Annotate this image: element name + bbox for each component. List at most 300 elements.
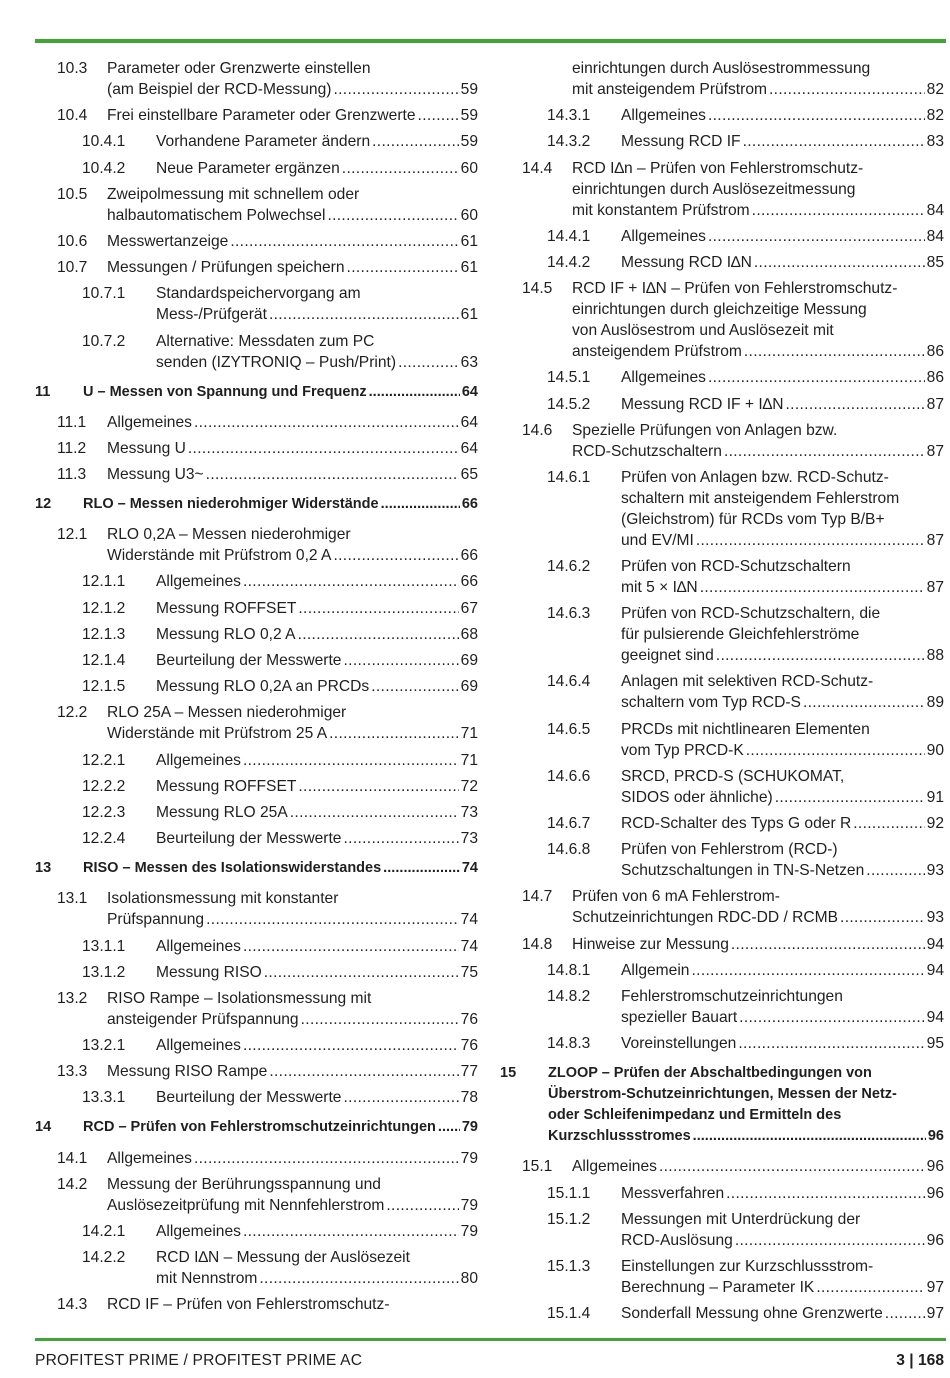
- toc-entry[interactable]: [35, 962, 478, 983]
- toc-column-right: [500, 58, 944, 1329]
- toc-entry-page: 79: [460, 1149, 478, 1167]
- toc-entry-title-line: Allgemeines: [156, 937, 241, 955]
- toc-entry-page: 86: [926, 369, 944, 387]
- toc-entry[interactable]: [500, 131, 944, 152]
- toc-dot-leader: [383, 858, 460, 879]
- toc-entry-page: 92: [926, 815, 944, 832]
- toc-entry-title-line: Messung der Berührungsspannung und: [107, 1175, 381, 1193]
- toc-dot-leader: [731, 934, 925, 955]
- toc-entry-page: 84: [926, 227, 944, 245]
- toc-entry[interactable]: [35, 464, 478, 485]
- toc-entry[interactable]: [500, 226, 944, 247]
- toc-entry-title-line: einrichtungen durch Auslösestrommessung: [572, 60, 871, 77]
- toc-entry[interactable]: [35, 802, 478, 823]
- toc-entry-title-line: Messung ROFFSET: [156, 777, 297, 795]
- toc-dot-leader: [752, 200, 925, 221]
- toc-entry-number: 14: [35, 1119, 52, 1136]
- toc-entry-page: 77: [460, 1063, 478, 1081]
- toc-entry-page: 64: [460, 439, 478, 457]
- toc-entry[interactable]: [500, 1183, 944, 1204]
- toc-entry-page: 72: [460, 777, 478, 795]
- toc-entry[interactable]: [35, 105, 478, 126]
- toc-dot-leader: [347, 257, 459, 278]
- toc-dot-leader: [803, 692, 925, 713]
- toc-entry-title-line: Mess-/Prüfgerät: [156, 306, 267, 324]
- toc-entry-page: 71: [460, 725, 478, 743]
- toc-entry-title-line: RCD I∆N – Messung der Auslösezeit: [156, 1249, 410, 1267]
- toc-entry-title-line: RISO Rampe – Isolationsmessung mit: [107, 989, 372, 1007]
- toc-entry-page: 96: [927, 1128, 944, 1145]
- toc-entry-number: 10.7.1: [82, 285, 126, 303]
- toc-entry[interactable]: [500, 986, 944, 1028]
- toc-entry[interactable]: [500, 1156, 944, 1177]
- toc-entry-title-line: geeignet sind: [621, 647, 714, 665]
- toc-entry[interactable]: [35, 1087, 478, 1108]
- toc-entry-page: 96: [926, 1184, 944, 1202]
- toc-entry-title-line: Messverfahren: [621, 1184, 725, 1202]
- toc-entry[interactable]: [35, 438, 478, 459]
- toc-entry-number: 13.2: [57, 989, 88, 1007]
- toc-entry-title-line: Neue Parameter ergänzen: [156, 159, 340, 177]
- toc-entry-number: 10.6: [57, 232, 88, 250]
- toc-dot-leader: [298, 598, 458, 619]
- toc-entry-title-line: U – Messen von Spannung und Frequenz: [83, 383, 367, 400]
- toc-dot-leader: [243, 1035, 459, 1056]
- toc-entry[interactable]: [35, 524, 478, 566]
- toc-entry[interactable]: [35, 283, 478, 325]
- toc-entry-title-line: Messung RCD IF + I∆N: [621, 395, 784, 413]
- toc-entry-title-line: Messung RISO Rampe: [107, 1063, 268, 1081]
- toc-entry[interactable]: [500, 671, 944, 713]
- toc-entry[interactable]: [500, 467, 944, 551]
- toc-entry-title-line: senden (IZYTRONIQ – Push/Print): [156, 353, 397, 371]
- toc-entry[interactable]: [35, 331, 478, 373]
- toc-entry-page: 74: [461, 860, 478, 877]
- toc-entry[interactable]: [500, 420, 944, 462]
- toc-entry-title-line: Überstrom-Schutzeinrichtungen, Messen der Netz-: [548, 1086, 897, 1103]
- toc-entry[interactable]: [35, 231, 478, 252]
- toc-chapter-entry[interactable]: [35, 1117, 478, 1138]
- toc-entry-page: 69: [460, 652, 478, 669]
- toc-entry-number: 14.4.1: [547, 227, 591, 245]
- toc-entry[interactable]: [35, 1148, 478, 1169]
- toc-entry-number: 14.3: [57, 1296, 88, 1314]
- toc-entry-title-line: Allgemein: [621, 961, 690, 979]
- toc-dot-leader: [243, 571, 459, 592]
- toc-dot-leader: [691, 960, 924, 981]
- toc-entry-page: 91: [926, 788, 944, 806]
- toc-entry-title-line: und EV/MI: [621, 531, 694, 549]
- toc-entry-page: 90: [926, 741, 944, 759]
- toc-dot-leader: [327, 205, 458, 226]
- toc-entry-number: 14.6.3: [547, 605, 591, 623]
- toc-entry-page: 60: [460, 206, 478, 224]
- toc-entry[interactable]: [35, 750, 478, 771]
- toc-entry-title-line: Prüfen von RCD-Schutzschaltern, die: [621, 605, 881, 623]
- toc-entry-title-line: Allgemeines: [156, 751, 241, 769]
- toc-entry-page: 80: [460, 1270, 478, 1288]
- toc-entry-page: 68: [460, 625, 478, 643]
- toc-entry-page: 66: [460, 547, 478, 565]
- toc-entry-title-line: schaltern vom Typ RCD-S: [621, 694, 801, 712]
- toc-entry-number: 12.2.4: [82, 830, 126, 848]
- toc-dot-leader: [369, 382, 460, 403]
- toc-entry[interactable]: [500, 278, 944, 362]
- toc-entry-number: 13.3: [57, 1063, 88, 1081]
- toc-dot-leader: [708, 367, 925, 388]
- toc-entry-number: 15.1.1: [547, 1184, 591, 1202]
- toc-entry[interactable]: [500, 960, 944, 981]
- toc-entry-title-line: RISO – Messen des Isolationswiderstandes: [83, 860, 382, 877]
- toc-column-left: [35, 58, 478, 1321]
- toc-entry-page: 76: [460, 1037, 478, 1055]
- toc-dot-leader: [754, 252, 925, 273]
- toc-dot-leader: [290, 802, 459, 823]
- toc-entry-title-line: Messung RISO: [156, 963, 262, 981]
- toc-entry-number: 12.1.3: [82, 625, 126, 643]
- toc-chapter-entry[interactable]: [35, 494, 478, 515]
- toc-entry-number: 12.1: [57, 526, 88, 544]
- toc-dot-leader: [371, 676, 458, 697]
- toc-entry-title-line: Allgemeines: [156, 1223, 241, 1240]
- toc-entry[interactable]: [35, 702, 478, 744]
- toc-entry-number: 12: [35, 496, 52, 513]
- toc-entry-number: 14.1: [57, 1149, 88, 1167]
- toc-entry-number: 11.1: [57, 413, 87, 431]
- toc-dot-leader: [743, 131, 925, 152]
- toc-entry-title-line: Hinweise zur Messung: [572, 935, 729, 953]
- toc-dot-leader: [716, 645, 925, 666]
- toc-entry-number: 12.2.3: [82, 803, 126, 821]
- toc-entry-title-line: Alternative: Messdaten zum PC: [156, 332, 375, 350]
- toc-dot-leader: [259, 1268, 458, 1289]
- toc-entry-page: 87: [926, 531, 944, 549]
- toc-entry-title-line: Messung U: [107, 439, 186, 457]
- toc-entry[interactable]: [500, 252, 944, 273]
- toc-entry-title-line: Beurteilung der Messwerte: [156, 830, 342, 848]
- toc-entry-title-line: Allgemeines: [621, 107, 706, 125]
- toc-entry-title-line: Allgemeines: [107, 413, 192, 431]
- toc-entry-page: 88: [926, 647, 944, 665]
- toc-entry-title-line: SIDOS oder ähnliche): [621, 788, 773, 806]
- toc-entry[interactable]: [500, 158, 944, 221]
- toc-entry[interactable]: [500, 1303, 944, 1324]
- toc-entry[interactable]: [500, 556, 944, 598]
- toc-entry-title-line: Prüfen von Fehlerstrom (RCD-): [621, 841, 838, 859]
- toc-entry-title-line: Auslösezeitprüfung mit Nennfehlerstrom: [107, 1196, 385, 1214]
- toc-entry-title-line: Allgemeines: [621, 369, 706, 387]
- toc-entry-page: 97: [926, 1305, 944, 1323]
- toc-entry-page: 87: [926, 442, 944, 460]
- toc-entry-title-line: Messungen mit Unterdrückung der: [621, 1210, 861, 1228]
- toc-dot-leader: [386, 1195, 458, 1216]
- toc-entry[interactable]: [500, 813, 944, 834]
- toc-entry[interactable]: [35, 988, 478, 1030]
- toc-entry-number: 14.6.6: [547, 767, 591, 785]
- toc-entry-title-line: Prüfen von Anlagen bzw. RCD-Schutz-: [621, 468, 889, 486]
- toc-entry[interactable]: [500, 1209, 944, 1251]
- toc-entry[interactable]: [500, 934, 944, 955]
- toc-entry[interactable]: [35, 828, 478, 849]
- toc-dot-leader: [398, 352, 459, 373]
- toc-dot-leader: [739, 1007, 924, 1028]
- toc-entry-number: 14.5.1: [547, 369, 591, 387]
- toc-dot-leader: [724, 441, 925, 462]
- toc-entry-title-line: Isolationsmessung mit konstanter: [107, 890, 339, 908]
- toc-entry-page: 61: [460, 306, 478, 324]
- toc-dot-leader: [769, 79, 925, 100]
- toc-entry-number: 14.6.8: [547, 841, 591, 859]
- toc-entry-title-line: Beurteilung der Messwerte: [156, 652, 342, 669]
- toc-entry-title-line: Schutzeinrichtungen RDC-DD / RCMB: [572, 909, 839, 927]
- toc-entry-number: 13.3.1: [82, 1089, 126, 1107]
- toc-entry-title-line: (Gleichstrom) für RCDs vom Typ B/B+: [621, 510, 885, 528]
- toc-entry-title-line: Allgemeines: [621, 227, 706, 245]
- toc-chapter-entry[interactable]: [35, 858, 478, 879]
- toc-dot-leader: [298, 776, 458, 797]
- toc-entry-page: 67: [460, 599, 478, 617]
- footer-page-number: 3 | 168: [896, 1352, 944, 1369]
- toc-entry[interactable]: [35, 598, 478, 619]
- toc-entry-title-line: RCD I∆n – Prüfen von Fehlerstromschutz-: [572, 159, 864, 177]
- toc-entry-title-line: oder Schleifenimpedanz und Ermitteln des: [548, 1107, 842, 1124]
- toc-entry[interactable]: [35, 571, 478, 592]
- toc-entry[interactable]: [35, 650, 478, 671]
- toc-dot-leader: [206, 909, 459, 930]
- toc-entry-title-line: Prüfspannung: [107, 911, 205, 929]
- toc-entry[interactable]: [35, 131, 478, 152]
- toc-entry-title-line: Widerstände mit Prüfstrom 0,2 A: [107, 547, 332, 565]
- toc-entry-number: 12.1.1: [82, 573, 126, 591]
- toc-dot-leader: [885, 1303, 925, 1324]
- toc-entry-number: 14.6.7: [547, 815, 591, 832]
- toc-dot-leader: [269, 1061, 458, 1082]
- toc-entry[interactable]: [35, 412, 478, 433]
- toc-dot-leader: [775, 787, 925, 808]
- toc-entry[interactable]: [500, 367, 944, 388]
- toc-entry-title-line: einrichtungen durch gleichzeitige Messung: [572, 301, 867, 319]
- toc-entry-title-line: Kurzschlussstromes: [548, 1128, 691, 1145]
- toc-entry-page: 74: [460, 937, 478, 955]
- toc-entry[interactable]: [35, 257, 478, 278]
- toc-entry-page: 82: [926, 107, 944, 125]
- toc-entry-page: 65: [460, 466, 478, 484]
- toc-entry-title-line: vom Typ PRCD-K: [621, 741, 744, 759]
- toc-dot-leader: [853, 813, 924, 834]
- toc-entry-page: 87: [926, 579, 944, 597]
- toc-entry-number: 14.8: [522, 935, 553, 953]
- toc-entry[interactable]: [35, 1221, 478, 1242]
- toc-entry-number: 13.1.2: [82, 963, 126, 981]
- toc-entry[interactable]: [500, 58, 944, 100]
- toc-dot-leader: [418, 105, 459, 126]
- toc-entry-number: 14.5.2: [547, 395, 591, 413]
- toc-entry-number: 14.6.1: [547, 468, 591, 486]
- toc-entry-number: 13.2.1: [82, 1037, 126, 1055]
- toc-entry-page: 73: [460, 803, 478, 821]
- toc-entry-page: 59: [460, 81, 478, 98]
- toc-entry-number: 14.8.1: [547, 961, 591, 979]
- toc-entry-title-line: RLO 25A – Messen niederohmiger: [107, 704, 347, 722]
- toc-entry[interactable]: [35, 936, 478, 957]
- toc-entry-number: 14.8.3: [547, 1035, 591, 1053]
- toc-entry-number: 14.2.1: [82, 1223, 126, 1240]
- toc-entry[interactable]: [500, 394, 944, 415]
- toc-entry-number: 10.4.2: [82, 159, 126, 177]
- toc-entry-page: 94: [926, 935, 944, 953]
- toc-entry-title-line: SRCD, PRCD-S (SCHUKOMAT,: [621, 767, 845, 785]
- toc-entry-title-line: Allgemeines: [156, 573, 241, 591]
- toc-entry[interactable]: [35, 888, 478, 930]
- toc-entry-number: 14.2.2: [82, 1249, 126, 1267]
- toc-entry-title-line: ansteigendem Prüfstrom: [572, 343, 742, 361]
- toc-dot-leader: [700, 577, 925, 598]
- toc-entry-number: 11: [35, 383, 51, 400]
- toc-entry-title-line: spezieller Bauart: [621, 1008, 738, 1026]
- toc-entry-page: 63: [460, 353, 478, 371]
- toc-dot-leader: [816, 1277, 924, 1298]
- toc-entry-title-line: RLO 0,2A – Messen niederohmiger: [107, 526, 351, 544]
- toc-entry-page: 85: [926, 253, 944, 271]
- toc-entry[interactable]: [35, 184, 478, 226]
- toc-entry-title-line: Voreinstellungen: [621, 1035, 737, 1053]
- toc-entry-number: 14.5: [522, 280, 553, 298]
- toc-entry[interactable]: [500, 603, 944, 666]
- toc-entry-title-line: Prüfen von 6 mA Fehlerstrom-: [572, 888, 780, 906]
- toc-entry-title-line: RCD-Schutzschaltern: [572, 442, 722, 460]
- toc-entry-number: 14.3.2: [547, 133, 591, 151]
- toc-chapter-entry[interactable]: [500, 1063, 944, 1147]
- toc-entry-title-line: halbautomatischem Polwechsel: [107, 206, 326, 224]
- toc-entry-page: 93: [926, 862, 944, 880]
- toc-entry-page: 59: [460, 133, 478, 151]
- toc-entry[interactable]: [500, 719, 944, 761]
- toc-entry-number: 10.5: [57, 185, 88, 203]
- toc-entry-number: 14.6.5: [547, 720, 591, 738]
- toc-entry-title-line: Fehlerstromschutzeinrichtungen: [621, 987, 843, 1005]
- toc-chapter-entry[interactable]: [35, 382, 478, 403]
- toc-entry-page: 64: [461, 383, 478, 400]
- toc-entry-title-line: von Auslösestrom und Auslösezeit mit: [572, 322, 834, 340]
- toc-entry-page: 69: [460, 678, 478, 696]
- toc-entry-title-line: Allgemeines: [156, 1037, 241, 1055]
- toc-dot-leader: [301, 1009, 459, 1030]
- toc-dot-leader: [840, 907, 925, 928]
- toc-entry-page: 94: [926, 1008, 944, 1026]
- toc-entry-title-line: Parameter oder Grenzwerte einstellen: [107, 60, 371, 77]
- toc-entry[interactable]: [500, 766, 944, 808]
- toc-dot-leader: [343, 1087, 458, 1108]
- toc-entry-number: 12.2.1: [82, 751, 126, 769]
- toc-entry[interactable]: [500, 886, 944, 928]
- toc-entry-title-line: Spezielle Prüfungen von Anlagen bzw.: [572, 421, 838, 439]
- toc-entry-page: 87: [926, 395, 944, 413]
- toc-entry-number: 14.4.2: [547, 253, 591, 271]
- toc-entry-title-line: Prüfen von RCD-Schutzschaltern: [621, 558, 851, 576]
- toc-entry-number: 11.2: [57, 439, 87, 457]
- toc-entry[interactable]: [500, 105, 944, 126]
- toc-dot-leader: [269, 304, 459, 325]
- toc-dot-leader: [735, 1230, 925, 1251]
- toc-entry-title-line: Sonderfall Messung ohne Grenzwerte: [621, 1305, 883, 1323]
- toc-dot-leader: [343, 828, 458, 849]
- toc-entry-title-line: Anlagen mit selektiven RCD-Schutz-: [621, 673, 874, 691]
- toc-entry-number: 14.6.4: [547, 673, 591, 691]
- toc-entry-title-line: RLO – Messen niederohmiger Widerstände: [83, 496, 379, 513]
- toc-entry[interactable]: [35, 776, 478, 797]
- toc-entry-number: 13: [35, 860, 52, 877]
- toc-entry-page: 82: [926, 81, 944, 98]
- footer-product-name: PROFITEST PRIME / PROFITEST PRIME AC: [35, 1352, 363, 1369]
- toc-entry[interactable]: [35, 158, 478, 179]
- toc-entry[interactable]: [35, 58, 478, 100]
- toc-entry-number: 15.1: [522, 1158, 553, 1176]
- toc-entry-title-line: Messung RCD IF: [621, 133, 741, 151]
- toc-entry-title-line: ZLOOP – Prüfen der Abschaltbedingungen von: [548, 1065, 872, 1082]
- toc-entry-page: 95: [926, 1035, 944, 1053]
- toc-dot-leader: [243, 936, 459, 957]
- toc-entry[interactable]: [35, 1294, 478, 1315]
- toc-entry[interactable]: [35, 1035, 478, 1056]
- toc-dot-leader: [243, 1221, 459, 1242]
- toc-dot-leader: [786, 394, 925, 415]
- toc-entry-page: 86: [926, 343, 944, 361]
- toc-dot-leader: [333, 545, 458, 566]
- toc-entry-title-line: schaltern mit ansteigendem Fehlerstrom: [621, 489, 900, 507]
- toc-entry[interactable]: [500, 1033, 944, 1054]
- toc-dot-leader: [343, 650, 458, 671]
- toc-entry-page: 73: [460, 830, 478, 848]
- toc-entry[interactable]: [35, 1247, 478, 1289]
- toc-entry-title-line: Messwertanzeige: [107, 232, 229, 250]
- toc-dot-leader: [659, 1156, 925, 1177]
- toc-entry[interactable]: [35, 1061, 478, 1082]
- toc-entry-title-line: Messung U3~: [107, 466, 204, 484]
- toc-entry-number: 12.1.4: [82, 652, 126, 669]
- toc-dot-leader: [746, 740, 925, 761]
- toc-entry-title-line: Messung RLO 0,2 A: [156, 625, 296, 643]
- toc-entry-title-line: Zweipolmessung mit schnellem oder: [107, 185, 360, 203]
- toc-entry[interactable]: [500, 839, 944, 881]
- toc-entry-title-line: Messung ROFFSET: [156, 599, 297, 617]
- toc-entry-title-line: Berechnung – Parameter IK: [621, 1278, 815, 1296]
- toc-entry-title-line: mit Nennstrom: [156, 1270, 258, 1288]
- toc-entry-page: 75: [460, 963, 478, 981]
- toc-entry-page: 84: [926, 201, 944, 219]
- header-rule: [35, 39, 946, 43]
- toc-entry-title-line: RCD IF + I∆N – Prüfen von Fehlerstromschutz-: [572, 280, 898, 298]
- toc-entry-title-line: RCD IF – Prüfen von Fehlerstromschutz-: [107, 1296, 390, 1314]
- toc-entry-number: 15.1.2: [547, 1210, 591, 1228]
- toc-entry-title-line: PRCDs mit nichtlinearen Elementen: [621, 720, 870, 738]
- toc-entry[interactable]: [35, 676, 478, 697]
- toc-entry-title-line: Messung RLO 0,2A an PRCDs: [156, 678, 370, 696]
- toc-entry-title-line: einrichtungen durch Auslösezeitmessung: [572, 180, 856, 198]
- toc-entry-number: 14.2: [57, 1175, 88, 1193]
- toc-entry[interactable]: [35, 1174, 478, 1216]
- toc-entry[interactable]: [500, 1256, 944, 1298]
- toc-entry-page: 71: [460, 751, 478, 769]
- toc-entry-number: 14.4: [522, 159, 553, 177]
- toc-entry-page: 66: [461, 496, 478, 513]
- toc-dot-leader: [693, 1126, 926, 1147]
- toc-entry-page: 79: [460, 1223, 478, 1240]
- toc-entry-number: 12.1.2: [82, 599, 126, 617]
- toc-entry-page: 61: [460, 259, 478, 277]
- toc-dot-leader: [438, 1117, 460, 1138]
- toc-entry[interactable]: [35, 624, 478, 645]
- toc-entry-number: 10.4: [57, 107, 88, 125]
